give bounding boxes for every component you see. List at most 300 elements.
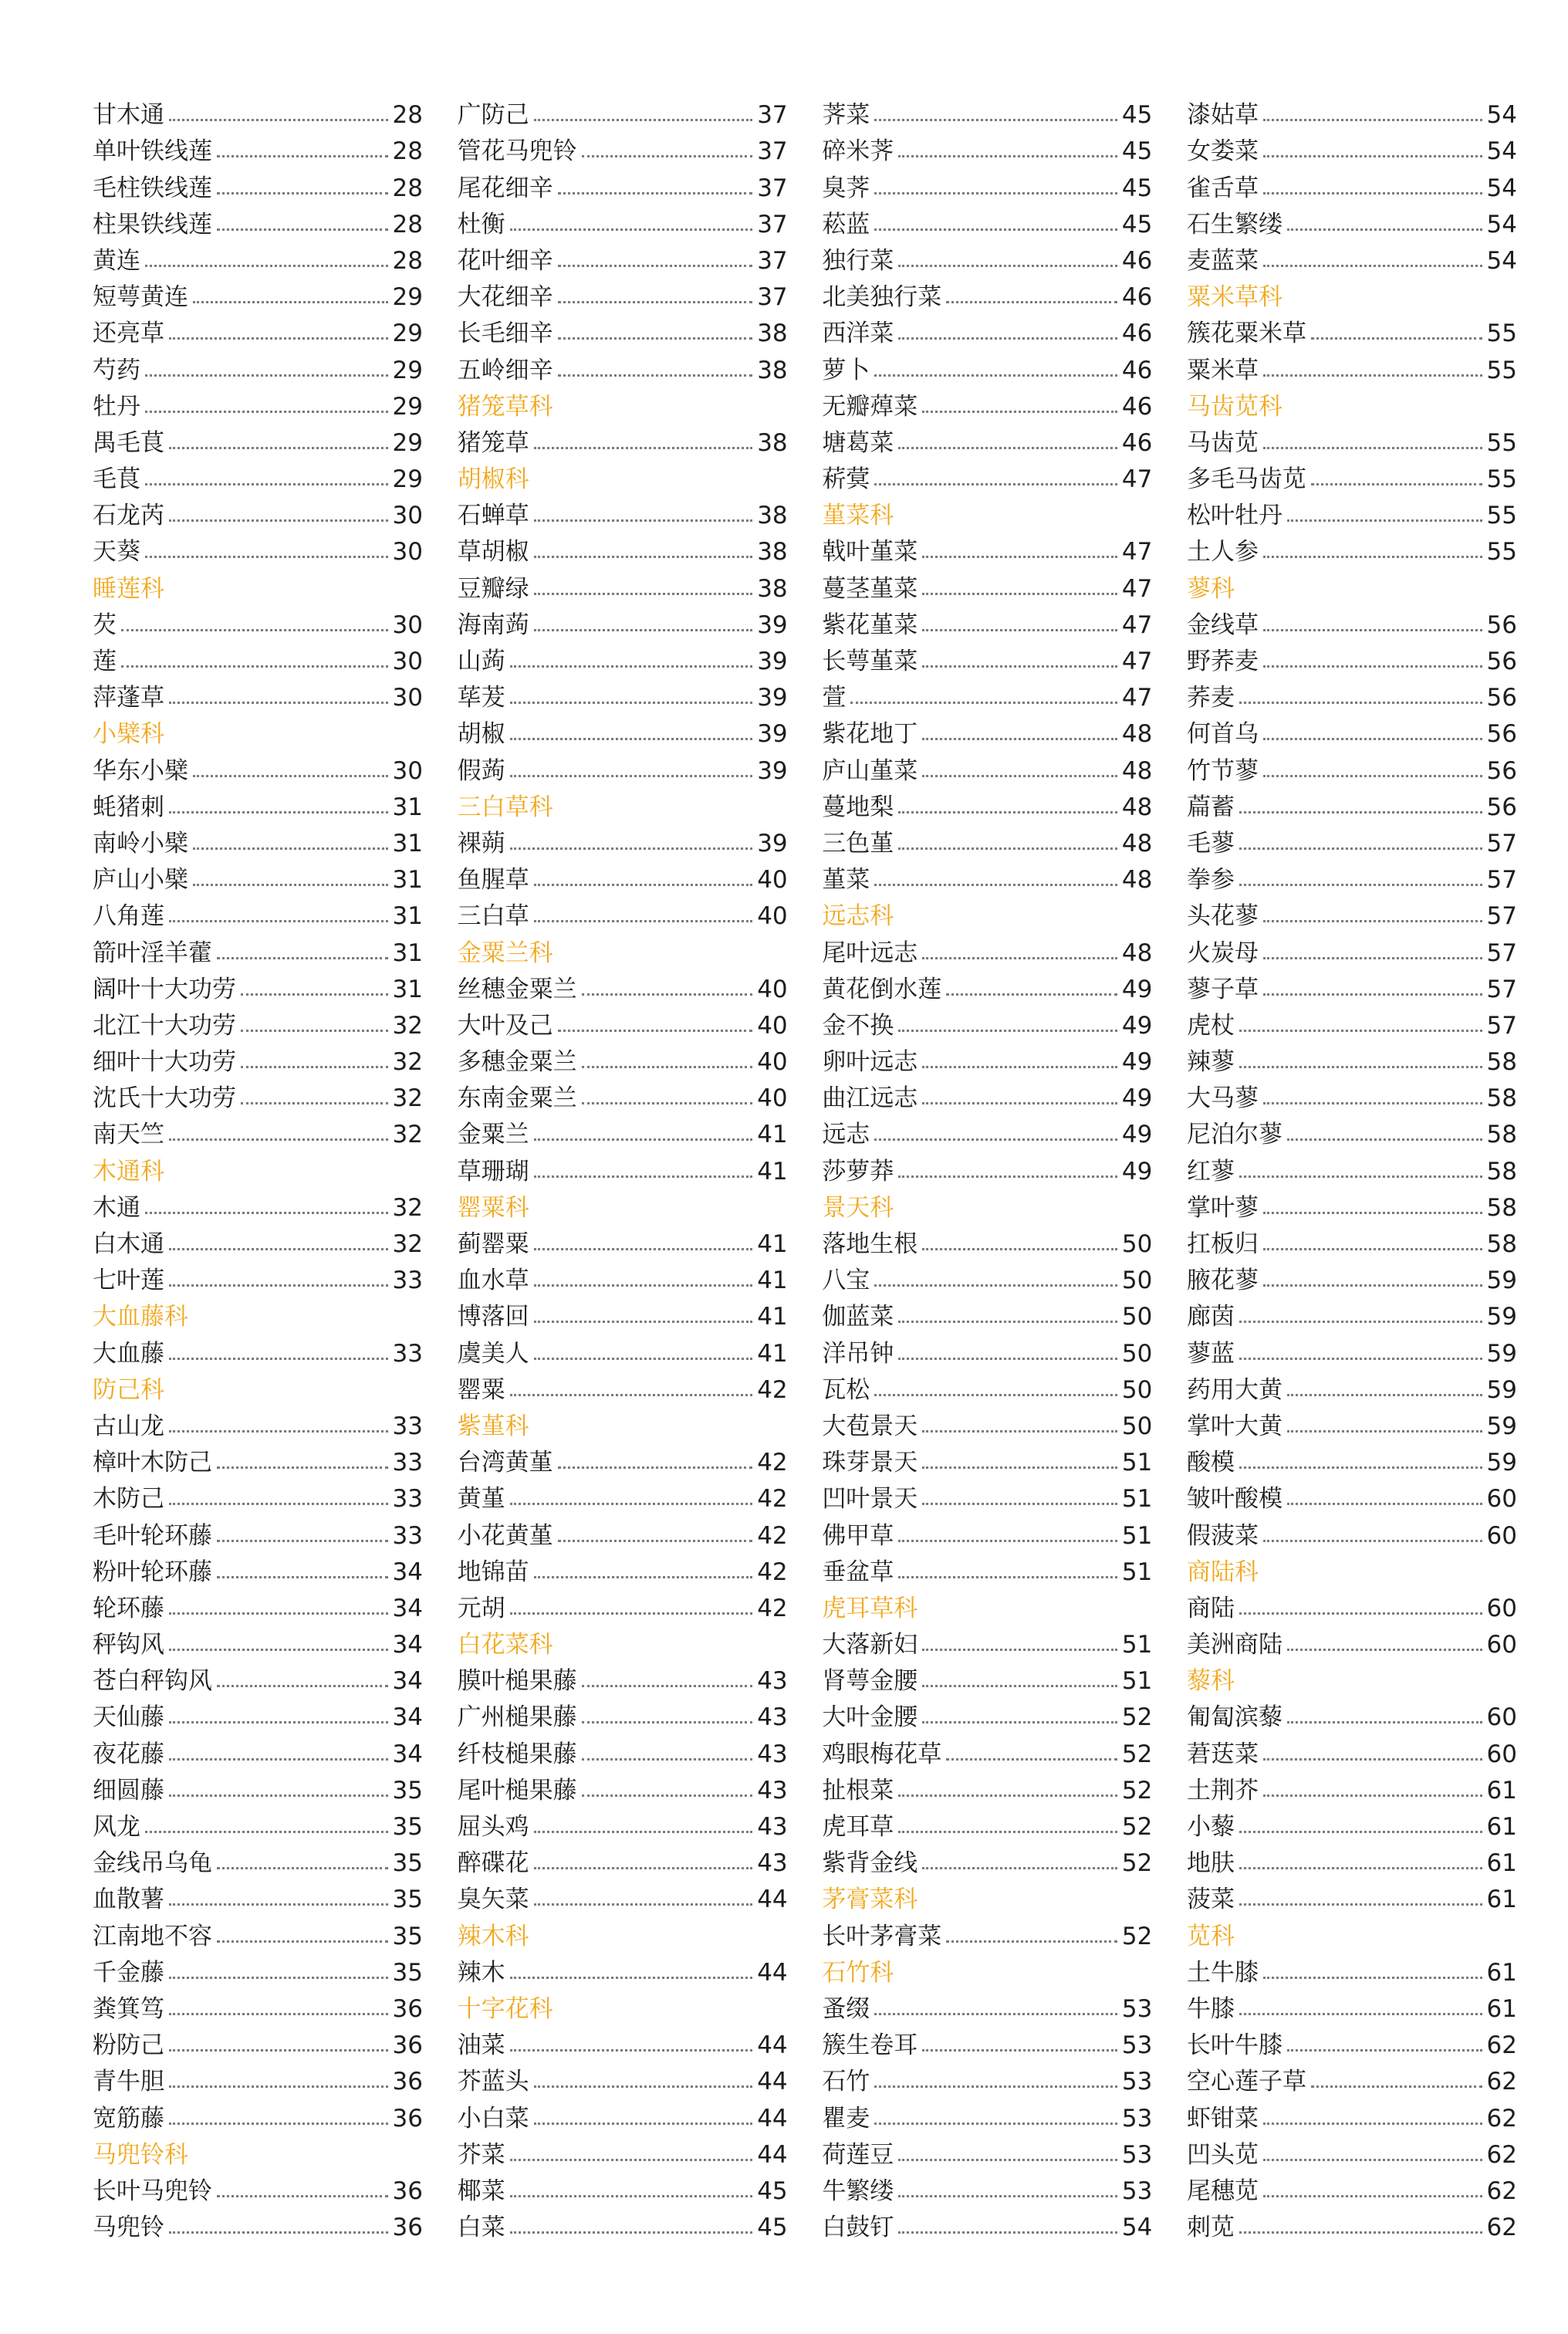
index-entry	[1187, 2170, 1517, 2207]
entry-name: 南岭小檗	[93, 829, 188, 857]
index-page	[93, 94, 1517, 2243]
index-entry	[822, 167, 1152, 203]
dot-leader	[922, 738, 1117, 740]
page-number: 31	[392, 975, 423, 1003]
entry-name: 大落新妇	[822, 1631, 918, 1659]
dot-leader	[1239, 1321, 1482, 1323]
page-number: 30	[392, 538, 423, 567]
page-number: 38	[757, 356, 788, 384]
page-number: 62	[1486, 2140, 1517, 2169]
page-number: 52	[1121, 1813, 1153, 1841]
index-entry	[822, 1005, 1152, 1041]
family-heading	[458, 1988, 788, 2024]
index-entry	[458, 2097, 788, 2133]
index-entry	[822, 859, 1152, 895]
entry-name: 大花细辛	[457, 283, 553, 312]
dot-leader	[898, 265, 1117, 267]
index-entry	[93, 531, 423, 567]
dot-leader	[898, 2231, 1117, 2234]
entry-name: 鸡眼梅花草	[822, 1740, 942, 1768]
page-number: 59	[1486, 1303, 1517, 1331]
page-number: 41	[757, 1303, 788, 1331]
family-name: 金粟兰科	[457, 939, 553, 967]
entry-name: 马齿苋	[1186, 428, 1259, 457]
dot-leader	[1263, 993, 1482, 996]
dot-leader	[169, 1977, 388, 1979]
dot-leader	[534, 2085, 753, 2088]
family-name: 粟米草科	[1186, 283, 1282, 312]
family-name: 景天科	[822, 1193, 894, 1222]
dot-leader	[241, 993, 388, 996]
dot-leader	[874, 1284, 1117, 1287]
index-entry	[93, 1405, 423, 1442]
entry-name: 美洲商陆	[1186, 1631, 1282, 1659]
entry-name: 丝穗金粟兰	[457, 975, 577, 1003]
page-number: 33	[392, 1521, 423, 1550]
dot-leader	[922, 1466, 1117, 1469]
dot-leader	[1263, 920, 1482, 922]
index-entry	[1187, 823, 1517, 859]
dot-leader	[874, 2123, 1117, 2125]
dot-leader	[1311, 2085, 1482, 2088]
index-entry	[822, 1296, 1152, 1332]
entry-name: 黄堇	[457, 1485, 505, 1514]
family-heading	[822, 895, 1152, 932]
entry-name: 罂粟	[457, 1375, 505, 1404]
family-name: 蓼科	[1186, 574, 1235, 603]
dot-leader	[558, 301, 753, 303]
dot-leader	[898, 811, 1117, 814]
entry-name: 八宝	[822, 1267, 870, 1295]
index-entry	[1187, 130, 1517, 167]
family-heading	[1187, 386, 1517, 422]
index-entry	[458, 1150, 788, 1186]
page-number: 59	[1486, 1339, 1517, 1368]
entry-name: 何首乌	[1186, 720, 1259, 749]
dot-leader	[1263, 155, 1482, 157]
page-number: 41	[757, 1121, 788, 1149]
index-entry	[458, 823, 788, 859]
entry-name: 虞美人	[457, 1339, 529, 1368]
dot-leader	[241, 1030, 388, 1032]
entry-name: 草珊瑚	[457, 1157, 529, 1186]
index-entry	[458, 1114, 788, 1150]
entry-name: 白木通	[93, 1230, 164, 1258]
page-number: 59	[1486, 1267, 1517, 1295]
dot-leader	[1239, 2013, 1482, 2015]
family-heading	[822, 1879, 1152, 1915]
index-entry	[93, 2061, 423, 2097]
index-entry	[1187, 1442, 1517, 1478]
entry-name: 甘木通	[93, 101, 164, 130]
index-entry	[822, 2024, 1152, 2061]
dot-leader	[922, 2049, 1117, 2052]
entry-name: 芥蓝头	[457, 2068, 529, 2096]
index-entry	[822, 2134, 1152, 2170]
entry-name: 药用大黄	[1186, 1375, 1282, 1404]
family-name: 马齿苋科	[1186, 392, 1282, 421]
index-entry	[93, 1696, 423, 1733]
page-number: 55	[1486, 502, 1517, 530]
dot-leader	[922, 1066, 1117, 1068]
dot-leader	[1263, 374, 1482, 377]
page-number: 49	[1121, 1084, 1153, 1113]
family-name: 堇菜科	[822, 502, 894, 530]
page-number: 48	[1121, 793, 1153, 821]
entry-name: 酸模	[1186, 1449, 1235, 1477]
index-entry	[1187, 1405, 1517, 1442]
entry-name: 天葵	[93, 538, 140, 567]
entry-name: 小藜	[1186, 1813, 1235, 1841]
family-heading	[93, 567, 423, 604]
dot-leader	[169, 2049, 388, 2052]
page-number: 30	[392, 684, 423, 712]
entry-name: 蚝猪刺	[93, 793, 164, 821]
entry-name: 蓼子草	[1186, 975, 1259, 1003]
entry-name: 荜茇	[457, 684, 505, 712]
page-number: 47	[1121, 538, 1153, 567]
page-number: 58	[1486, 1230, 1517, 1258]
index-column	[822, 94, 1152, 2243]
index-entry	[93, 641, 423, 677]
page-number: 35	[392, 1958, 423, 1987]
dot-leader	[510, 847, 753, 850]
page-number: 39	[757, 756, 788, 785]
entry-name: 黄连	[93, 246, 140, 275]
dot-leader	[534, 920, 753, 922]
page-number: 54	[1486, 246, 1517, 275]
entry-name: 台湾黄堇	[457, 1449, 553, 1477]
index-entry	[458, 2134, 788, 2170]
index-entry	[458, 1514, 788, 1551]
dot-leader	[874, 884, 1117, 886]
page-number: 54	[1486, 101, 1517, 130]
entry-name: 蓟罂粟	[457, 1230, 529, 1258]
dot-leader	[510, 2231, 753, 2234]
index-entry	[1187, 1806, 1517, 1842]
page-number: 32	[392, 1230, 423, 1258]
page-number: 46	[1121, 392, 1153, 421]
dot-leader	[874, 483, 1117, 485]
page-number: 37	[757, 283, 788, 312]
family-name: 大血藤科	[93, 1303, 188, 1331]
index-entry	[458, 1551, 788, 1588]
page-number: 43	[757, 1740, 788, 1768]
dot-leader	[534, 1867, 753, 1869]
page-number: 58	[1486, 1193, 1517, 1222]
index-entry	[458, 1660, 788, 1696]
family-name: 十字花科	[457, 1994, 553, 2023]
dot-leader	[169, 119, 388, 121]
index-entry	[822, 1369, 1152, 1405]
index-entry	[822, 94, 1152, 130]
dot-leader	[922, 1503, 1117, 1505]
index-entry	[93, 1588, 423, 1624]
dot-leader	[534, 556, 753, 558]
entry-name: 凹头苋	[1186, 2140, 1259, 2169]
dot-leader	[558, 1540, 753, 1542]
entry-name: 豆瓣绿	[457, 574, 529, 603]
index-entry	[93, 94, 423, 130]
index-entry	[822, 1114, 1152, 1150]
dot-leader	[898, 847, 1117, 850]
index-entry	[1187, 313, 1517, 349]
entry-name: 毛柱铁线莲	[93, 174, 212, 202]
page-number: 40	[757, 1048, 788, 1077]
page-number: 59	[1486, 1375, 1517, 1404]
dot-leader	[1239, 1175, 1482, 1178]
family-name: 胡椒科	[457, 465, 529, 494]
page-number: 36	[392, 1994, 423, 2023]
dot-leader	[922, 1430, 1117, 1433]
entry-name: 胡椒	[457, 720, 505, 749]
index-entry	[1187, 531, 1517, 567]
page-number: 57	[1486, 975, 1517, 1003]
index-entry	[458, 349, 788, 385]
page-number: 43	[757, 1703, 788, 1732]
dot-leader	[217, 155, 388, 157]
page-number: 30	[392, 502, 423, 530]
page-number: 53	[1121, 2140, 1153, 2169]
page-number: 57	[1486, 829, 1517, 857]
entry-name: 杜衡	[457, 210, 505, 238]
page-number: 61	[1486, 1849, 1517, 1878]
dot-leader	[898, 1794, 1117, 1797]
index-entry	[458, 1077, 788, 1114]
dot-leader	[922, 556, 1117, 558]
index-entry	[1187, 1879, 1517, 1915]
family-name: 虎耳草科	[822, 1594, 918, 1622]
dot-leader	[510, 738, 753, 740]
index-entry	[458, 1041, 788, 1077]
page-number: 47	[1121, 574, 1153, 603]
page-number: 54	[1486, 137, 1517, 166]
entry-name: 皱叶酸模	[1186, 1485, 1282, 1514]
page-number: 52	[1121, 1703, 1153, 1732]
page-number: 55	[1486, 320, 1517, 348]
entry-name: 海南蒟	[457, 611, 529, 639]
dot-leader	[169, 1430, 388, 1433]
dot-leader	[1263, 1758, 1482, 1761]
index-entry	[458, 240, 788, 276]
entry-name: 松叶牡丹	[1186, 502, 1282, 530]
page-number: 29	[392, 283, 423, 312]
entry-name: 管花马兜铃	[457, 137, 577, 166]
index-entry	[458, 1696, 788, 1733]
index-entry	[1187, 204, 1517, 240]
page-number: 36	[392, 2214, 423, 2242]
dot-leader	[898, 155, 1117, 157]
index-entry	[1187, 1332, 1517, 1368]
page-number: 45	[757, 2177, 788, 2205]
page-number: 54	[1121, 2214, 1153, 2242]
dot-leader	[169, 2085, 388, 2088]
dot-leader	[874, 2013, 1117, 2015]
entry-name: 空心莲子草	[1186, 2068, 1306, 2096]
entry-name: 簇花粟米草	[1186, 320, 1306, 348]
page-number: 42	[757, 1594, 788, 1622]
page-number: 34	[392, 1558, 423, 1586]
index-entry	[93, 1260, 423, 1296]
entry-name: 长萼堇菜	[822, 648, 918, 675]
dot-leader	[193, 884, 388, 886]
index-entry	[1187, 749, 1517, 786]
entry-name: 卵叶远志	[822, 1048, 918, 1077]
entry-name: 苍白秤钩风	[93, 1667, 212, 1696]
page-number: 50	[1121, 1267, 1153, 1295]
page-number: 29	[392, 392, 423, 421]
page-number: 31	[392, 866, 423, 895]
page-number: 56	[1486, 684, 1517, 712]
page-number: 37	[757, 101, 788, 130]
dot-leader	[898, 1831, 1117, 1833]
entry-name: 阔叶十大功劳	[93, 975, 236, 1003]
index-entry	[93, 422, 423, 458]
dot-leader	[1311, 337, 1482, 340]
dot-leader	[510, 2159, 753, 2161]
index-entry	[1187, 2097, 1517, 2133]
index-entry	[822, 786, 1152, 823]
entry-name: 血散薯	[93, 1886, 164, 1914]
page-number: 44	[757, 2068, 788, 2096]
page-number: 38	[757, 574, 788, 603]
dot-leader	[582, 1758, 753, 1761]
family-heading	[458, 1624, 788, 1660]
page-number: 50	[1121, 1375, 1153, 1404]
index-entry	[1187, 1005, 1517, 1041]
index-entry	[458, 895, 788, 932]
index-entry	[1187, 859, 1517, 895]
index-entry	[1187, 641, 1517, 677]
index-entry	[93, 349, 423, 385]
family-heading	[458, 786, 788, 823]
family-name: 商陆科	[1186, 1558, 1259, 1586]
dot-leader	[1263, 1540, 1482, 1542]
dot-leader	[1239, 811, 1482, 814]
page-number: 38	[757, 538, 788, 567]
dot-leader	[510, 775, 753, 777]
dot-leader	[898, 337, 1117, 340]
entry-name: 箭叶淫羊藿	[93, 939, 212, 967]
dot-leader	[1263, 556, 1482, 558]
entry-name: 雀舌草	[1186, 174, 1259, 202]
dot-leader	[1263, 2123, 1482, 2125]
page-number: 53	[1121, 2031, 1153, 2060]
index-entry	[822, 749, 1152, 786]
index-entry	[458, 495, 788, 531]
entry-name: 菘蓝	[822, 210, 870, 238]
dot-leader	[217, 2195, 388, 2197]
index-entry	[93, 1660, 423, 1696]
dot-leader	[898, 447, 1117, 449]
entry-name: 洋吊钟	[822, 1339, 894, 1368]
index-entry	[458, 167, 788, 203]
index-entry	[93, 1442, 423, 1478]
index-entry	[822, 1915, 1152, 1951]
page-number: 43	[757, 1813, 788, 1841]
entry-name: 女娄菜	[1186, 137, 1259, 166]
page-number: 42	[757, 1375, 788, 1404]
page-number: 52	[1121, 1776, 1153, 1805]
dot-leader	[1263, 957, 1482, 959]
dot-leader	[534, 2123, 753, 2125]
entry-name: 三色堇	[822, 829, 894, 857]
page-number: 50	[1121, 1303, 1153, 1331]
dot-leader	[193, 775, 388, 777]
dot-leader	[169, 1903, 388, 1906]
family-name: 防己科	[93, 1375, 164, 1404]
index-entry	[458, 859, 788, 895]
page-number: 41	[757, 1157, 788, 1186]
dot-leader	[922, 1649, 1117, 1651]
page-number: 35	[392, 1886, 423, 1914]
page-number: 61	[1486, 1958, 1517, 1987]
dot-leader	[1239, 702, 1482, 704]
dot-leader	[534, 1248, 753, 1250]
dot-leader	[193, 301, 388, 303]
entry-name: 红蓼	[1186, 1157, 1235, 1186]
entry-name: 大叶金腰	[822, 1703, 918, 1732]
page-number: 29	[392, 465, 423, 494]
entry-name: 木防己	[93, 1485, 164, 1514]
family-heading	[1187, 567, 1517, 604]
dot-leader	[1263, 1977, 1482, 1979]
page-number: 40	[757, 1084, 788, 1113]
dot-leader	[1287, 1430, 1482, 1433]
dot-leader	[534, 119, 753, 121]
entry-name: 商陆	[1186, 1594, 1235, 1622]
dot-leader	[1263, 665, 1482, 668]
index-entry	[458, 2024, 788, 2061]
index-entry	[93, 495, 423, 531]
index-entry	[1187, 1077, 1517, 1114]
index-entry	[1187, 1842, 1517, 1879]
entry-name: 土人参	[1186, 538, 1259, 567]
dot-leader	[217, 957, 388, 959]
index-entry	[1187, 349, 1517, 385]
entry-name: 毛叶轮环藤	[93, 1521, 212, 1550]
index-entry	[93, 969, 423, 1005]
entry-name: 猪笼草	[457, 428, 529, 457]
index-entry	[458, 1879, 788, 1915]
family-name: 三白草科	[457, 793, 553, 821]
dot-leader	[922, 629, 1117, 631]
dot-leader	[582, 1066, 753, 1068]
dot-leader	[169, 1758, 388, 1761]
dot-leader	[145, 265, 388, 267]
page-number: 57	[1486, 1011, 1517, 1040]
page-number: 45	[1121, 210, 1153, 238]
dot-leader	[558, 265, 753, 267]
index-entry	[1187, 1260, 1517, 1296]
family-heading	[93, 1296, 423, 1332]
index-entry	[458, 641, 788, 677]
dot-leader	[145, 411, 388, 413]
index-entry	[458, 2061, 788, 2097]
index-entry	[93, 932, 423, 968]
index-entry	[822, 677, 1152, 713]
entry-name: 纤枝槌果藤	[457, 1740, 577, 1768]
page-number: 28	[392, 210, 423, 238]
index-entry	[458, 1260, 788, 1296]
dot-leader	[217, 1576, 388, 1578]
page-number: 34	[392, 1667, 423, 1696]
page-number: 44	[757, 2140, 788, 2169]
dot-leader	[169, 1794, 388, 1797]
page-number: 37	[757, 174, 788, 202]
page-number: 50	[1121, 1412, 1153, 1440]
entry-name: 短萼黄连	[93, 283, 188, 312]
